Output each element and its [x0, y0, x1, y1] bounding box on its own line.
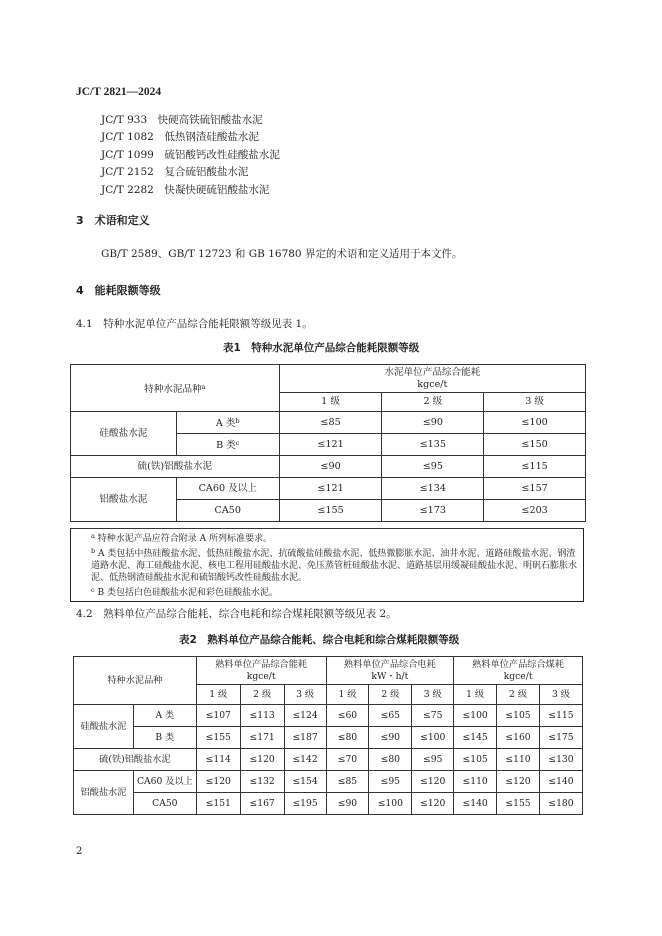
table-1 — [70, 364, 586, 522]
table-cell: ≤90 — [369, 727, 412, 749]
row-sub-label: CA50 — [176, 500, 279, 522]
table-cell: ≤60 — [326, 705, 369, 727]
table-2-caption: 表2 熟料单位产品综合能耗、综合电耗和综合煤耗限额等级 — [179, 634, 460, 646]
header-clinker-electricity: 熟料单位产品综合电耗 kW・h/t — [326, 657, 454, 685]
header-level-2: 2 级 — [497, 685, 540, 705]
row-sub-label: A 类$^b$ — [176, 412, 279, 434]
page-number: 2 — [76, 846, 83, 857]
header-cement-type: 特种水泥品种 — [74, 657, 197, 705]
table-cell: ≤134 — [382, 478, 484, 500]
table-cell: ≤115 — [539, 705, 582, 727]
table-cell: ≤180 — [539, 793, 582, 815]
row-main-label: 铝酸盐水泥 — [71, 478, 177, 522]
section-3-title: 3 术语和定义 — [76, 214, 150, 227]
header-level-1: 1 级 — [196, 685, 240, 705]
table-row — [71, 478, 586, 500]
reference-item: JC/T 933 快硬高铁硫铝酸盐水泥 — [101, 114, 263, 126]
table-cell: ≤70 — [326, 749, 369, 771]
row-sub-label: CA60 及以上 — [133, 771, 196, 793]
table-cell: ≤120 — [196, 771, 240, 793]
document-code-header: JC/T 2821—2024 — [76, 86, 162, 98]
header-level-3: 3 级 — [412, 685, 454, 705]
reference-item: JC/T 2152 复合硫铝酸盐水泥 — [101, 166, 249, 179]
header-level-1: 1 级 — [454, 685, 497, 705]
table-cell: ≤105 — [454, 749, 497, 771]
header-clinker-energy: 熟料单位产品综合能耗 kgce/t — [196, 657, 326, 685]
table-cell: ≤140 — [539, 771, 582, 793]
table-cell: ≤110 — [497, 749, 540, 771]
table-cell: ≤90 — [326, 793, 369, 815]
table-cell: ≤120 — [412, 793, 454, 815]
table-cell: ≤145 — [454, 727, 497, 749]
table-cell: ≤121 — [279, 434, 382, 456]
table-cell: ≤100 — [412, 727, 454, 749]
table-cell: ≤115 — [484, 456, 586, 478]
table-cell: ≤195 — [284, 793, 326, 815]
clause-4-1-text: 4.1 特种水泥单位产品综合能耗限额等级见表 1。 — [76, 318, 313, 330]
section-3-text: GB/T 2589、GB/T 12723 和 GB 16780 界定的术语和定义适用于本文件。 — [101, 248, 463, 260]
table-row — [71, 412, 586, 434]
header-level-1: 1 级 — [326, 685, 369, 705]
row-main-label: 铝酸盐水泥 — [74, 771, 134, 815]
row-sub-label: CA50 — [133, 793, 196, 815]
row-sub-label: A 类 — [133, 705, 196, 727]
table-cell: ≤100 — [484, 412, 586, 434]
footnote: $^c$ B 类包括白色硅酸盐水泥和彩色硅酸盐水泥。 — [91, 586, 278, 598]
reference-item: JC/T 2282 快凝快硬硫铝酸盐水泥 — [101, 183, 270, 196]
table-cell: ≤120 — [497, 771, 540, 793]
table-row — [74, 705, 583, 727]
table-row — [74, 793, 583, 815]
header-level-3: 3 级 — [284, 685, 326, 705]
header-level-3: 3 级 — [484, 393, 586, 412]
table-cell: ≤95 — [412, 749, 454, 771]
section-4-title: 4 能耗限额等级 — [76, 284, 161, 297]
table-cell: ≤120 — [240, 749, 284, 771]
table-1-caption: 表1 特种水泥单位产品综合能耗限额等级 — [223, 342, 420, 354]
table-cell: ≤85 — [279, 412, 382, 434]
header-level-2: 2 级 — [240, 685, 284, 705]
table-cell: ≤154 — [284, 771, 326, 793]
table-cell: ≤65 — [369, 705, 412, 727]
table-cell: ≤120 — [412, 771, 454, 793]
table-cell: ≤151 — [196, 793, 240, 815]
table-cell: ≤187 — [284, 727, 326, 749]
table-cell: ≤155 — [279, 500, 382, 522]
table-cell: ≤95 — [382, 456, 484, 478]
table-2 — [73, 656, 583, 815]
table-cell: ≤130 — [539, 749, 582, 771]
table-cell: ≤90 — [382, 412, 484, 434]
table-cell: ≤75 — [412, 705, 454, 727]
row-main-label: 硫(铁)铝酸盐水泥 — [71, 456, 280, 478]
table-cell: ≤157 — [484, 478, 586, 500]
table-cell: ≤121 — [279, 478, 382, 500]
table-row — [74, 771, 583, 793]
table-cell: ≤155 — [196, 727, 240, 749]
table-cell: ≤90 — [279, 456, 382, 478]
table-cell: ≤110 — [454, 771, 497, 793]
table-row — [74, 749, 583, 771]
table-cell: ≤135 — [382, 434, 484, 456]
table-cell: ≤95 — [369, 771, 412, 793]
table-row — [74, 727, 583, 749]
header-energy-consumption: 水泥单位产品综合能耗 kgce/t — [279, 365, 585, 393]
table-cell: ≤155 — [497, 793, 540, 815]
reference-item: JC/T 1082 低热钢渣硅酸盐水泥 — [101, 131, 259, 144]
header-level-2: 2 级 — [382, 393, 484, 412]
table-cell: ≤132 — [240, 771, 284, 793]
header-clinker-coal: 熟料单位产品综合煤耗 kgce/t — [454, 657, 583, 685]
table-cell: ≤171 — [240, 727, 284, 749]
table-cell: ≤142 — [284, 749, 326, 771]
table-cell: ≤167 — [240, 793, 284, 815]
table-cell: ≤80 — [326, 727, 369, 749]
table-row — [71, 456, 586, 478]
table-cell: ≤175 — [539, 727, 582, 749]
row-main-label: 硅酸盐水泥 — [74, 705, 134, 749]
table-cell: ≤107 — [196, 705, 240, 727]
clause-4-2-text: 4.2 熟料单位产品综合能耗、综合电耗和综合煤耗限额等级见表 2。 — [76, 608, 397, 620]
footnote: $^b$ A 类包括中热硅酸盐水泥、低热硅酸盐水泥、抗硫酸盐硅酸盐水泥、低热微膨胀水泥、油井水泥、道路硅酸盐水泥、钢渣道路水泥、海工硅酸盐水泥、核电工程用硅酸盐水泥、免压蒸管桩硅酸盐水泥、道路基层用缓凝硅酸盐水泥、明矾石膨胀水泥、低热钢渣硅酸盐水泥和硫铝酸钙改性硅酸盐水泥。 — [91, 547, 578, 583]
row-main-label: 硅酸盐水泥 — [71, 412, 177, 456]
table-cell: ≤173 — [382, 500, 484, 522]
table-cell: ≤140 — [454, 793, 497, 815]
table-cell: ≤113 — [240, 705, 284, 727]
row-sub-label: B 类$^c$ — [176, 434, 279, 456]
header-cement-type: 特种水泥品种$^a$ — [71, 365, 280, 412]
header-level-1: 1 级 — [279, 393, 382, 412]
row-main-label: 硫(铁)铝酸盐水泥 — [74, 749, 197, 771]
reference-item: JC/T 1099 硫铝酸钙改性硅酸盐水泥 — [101, 148, 280, 161]
row-sub-label: B 类 — [133, 727, 196, 749]
table-cell: ≤160 — [497, 727, 540, 749]
table-1-footnotes — [70, 528, 584, 602]
table-cell: ≤105 — [497, 705, 540, 727]
normative-references-list — [101, 112, 280, 199]
table-cell: ≤100 — [454, 705, 497, 727]
table-cell: ≤85 — [326, 771, 369, 793]
table-cell: ≤80 — [369, 749, 412, 771]
table-cell: ≤203 — [484, 500, 586, 522]
table-cell: ≤114 — [196, 749, 240, 771]
header-level-3: 3 级 — [539, 685, 582, 705]
row-sub-label: CA60 及以上 — [176, 478, 279, 500]
table-cell: ≤100 — [369, 793, 412, 815]
table-cell: ≤150 — [484, 434, 586, 456]
footnote: $^a$ 特种水泥产品应符合附录 A 所列标准要求。 — [91, 532, 272, 544]
header-level-2: 2 级 — [369, 685, 412, 705]
table-cell: ≤124 — [284, 705, 326, 727]
